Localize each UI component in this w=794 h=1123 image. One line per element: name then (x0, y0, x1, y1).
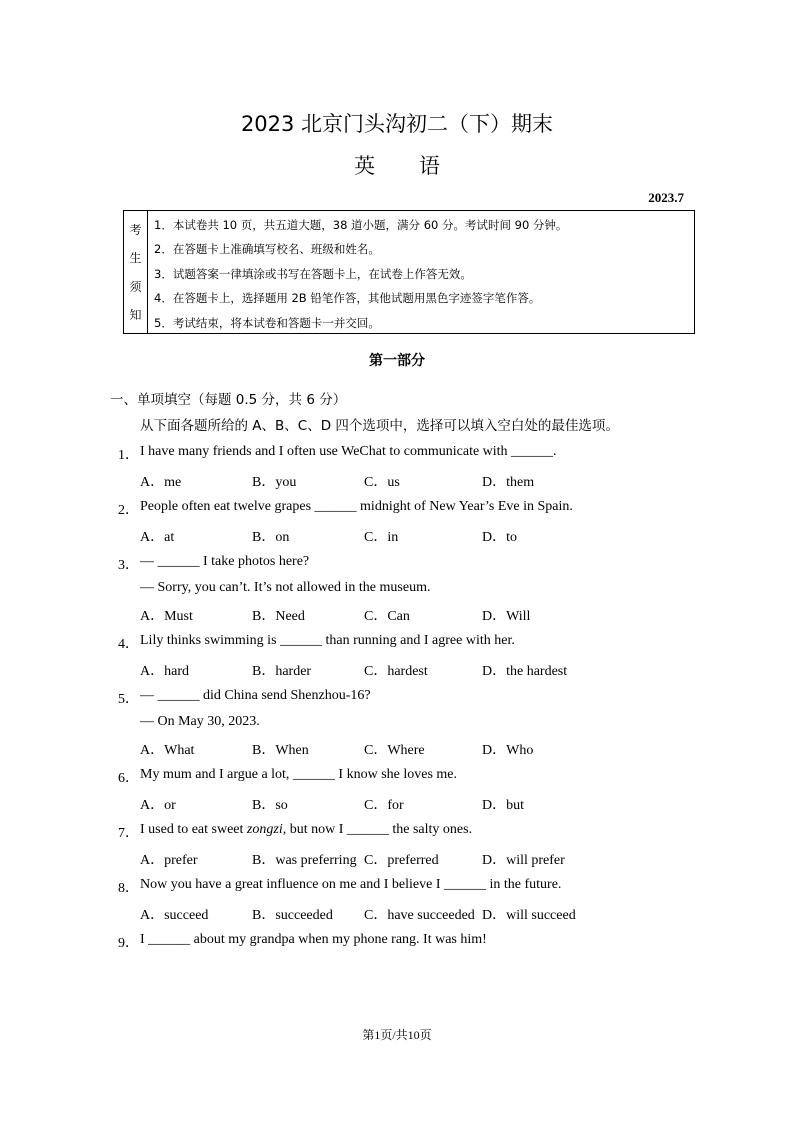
exam-date: 2023.7 (648, 190, 684, 205)
notice-label (124, 211, 148, 333)
notice-item: 5．考试结束，将本试卷和答题卡一并交回。 (154, 315, 380, 330)
notice-item: 3．试题答案一律填涂或书写在答题卡上，在试卷上作答无效。 (154, 266, 472, 281)
notice-label-char: 须 (129, 279, 142, 294)
question-stem: Now you have a great influence on me and I believe I ______ in the future. (140, 877, 562, 892)
option-a: A．me (140, 475, 182, 490)
option-d: D．Will (482, 609, 531, 624)
question-stem-post: but now I ______ the salty ones. (286, 822, 473, 837)
option-c: C．have succeeded (364, 908, 475, 923)
option-b: B．Need (252, 609, 305, 624)
option-a: A．at (140, 530, 175, 545)
page-footer: 第1页/共10页 (362, 1028, 432, 1042)
question-stem: — On May 30, 2023. (140, 714, 260, 729)
option-b: B．succeeded (252, 908, 333, 923)
option-b: B．so (252, 798, 288, 813)
question-number: 2． (118, 503, 139, 518)
question-stem: My mum and I argue a lot, ______ I know she loves me. (140, 767, 458, 782)
question-number: 9． (118, 936, 139, 951)
question-number: 1． (118, 448, 139, 463)
part-title: 第一部分 (369, 353, 425, 369)
question-stem: People often eat twelve grapes ______ midnight of New Year’s Eve in Spain. (140, 499, 573, 514)
question-stem-italic: zongzi, (246, 822, 287, 837)
option-b: B．you (252, 475, 297, 490)
notice-items (148, 211, 694, 333)
question-stem-pre: I used to eat sweet (140, 822, 247, 837)
option-d: D．will prefer (482, 853, 565, 868)
question-number: 3． (118, 558, 139, 573)
option-b: B．was preferring (252, 853, 357, 868)
question-stem (140, 822, 472, 838)
option-c: C．Where (364, 743, 425, 758)
notice-item: 2．在答题卡上准确填写校名、班级和姓名。 (154, 242, 380, 257)
option-c: C．preferred (364, 853, 439, 868)
notice-label-char: 知 (129, 308, 142, 323)
option-b: B．harder (252, 664, 312, 679)
option-b: B．When (252, 743, 309, 758)
option-a: A．succeed (140, 908, 209, 923)
question-number: 5． (118, 692, 139, 707)
exam-title: 2023 北京门头沟初二（下）期末 (240, 112, 554, 136)
question-number: 6． (118, 771, 139, 786)
option-a: A．Must (140, 609, 193, 624)
question-number: 8． (118, 881, 139, 896)
option-c: C．us (364, 475, 400, 490)
option-c: C．hardest (364, 664, 428, 679)
exam-subject: 英语 (354, 154, 484, 178)
option-d: D．but (482, 798, 524, 813)
option-c: C．in (364, 530, 399, 545)
option-d: D．will succeed (482, 908, 576, 923)
section-instruction: 从下面各题所给的 A、B、C、D 四个选项中，选择可以填入空白处的最佳选项。 (140, 418, 619, 434)
option-c: C．Can (364, 609, 410, 624)
candidate-notice-box (123, 210, 695, 334)
question-number: 4． (118, 637, 139, 652)
notice-item: 4．在答题卡上，选择题用 2B 铅笔作答，其他试题用黑色字迹签字笔作答。 (154, 291, 541, 306)
notice-label-char: 考 (129, 222, 142, 237)
option-a: A．prefer (140, 853, 198, 868)
section-title: 一、单项填空（每题 0.5 分，共 6 分） (110, 392, 347, 408)
option-c: C．for (364, 798, 404, 813)
option-d: D．the hardest (482, 664, 568, 679)
question-stem: Lily thinks swimming is ______ than running and I agree with her. (140, 633, 515, 648)
question-stem: — ______ I take photos here? (140, 554, 310, 569)
question-stem: — ______ did China send Shenzhou-16? (140, 688, 371, 703)
question-stem: — Sorry, you can’t. It’s not allowed in the museum. (140, 580, 431, 595)
option-a: A．hard (140, 664, 189, 679)
notice-item: 1．本试卷共 10 页，共五道大题，38 道小题，满分 60 分。考试时间 90 分钟。 (154, 218, 568, 232)
option-a: A．What (140, 743, 195, 758)
option-d: D．them (482, 475, 535, 490)
question-stem: I ______ about my grandpa when my phone rang. It was him! (140, 932, 487, 947)
question-stem: I have many friends and I often use WeChat to communicate with ______. (140, 444, 557, 459)
option-d: D．to (482, 530, 517, 545)
option-a: A．or (140, 798, 176, 813)
question-number: 7． (118, 826, 139, 841)
option-b: B．on (252, 530, 290, 545)
option-d: D．Who (482, 743, 534, 758)
notice-label-char: 生 (129, 251, 142, 266)
